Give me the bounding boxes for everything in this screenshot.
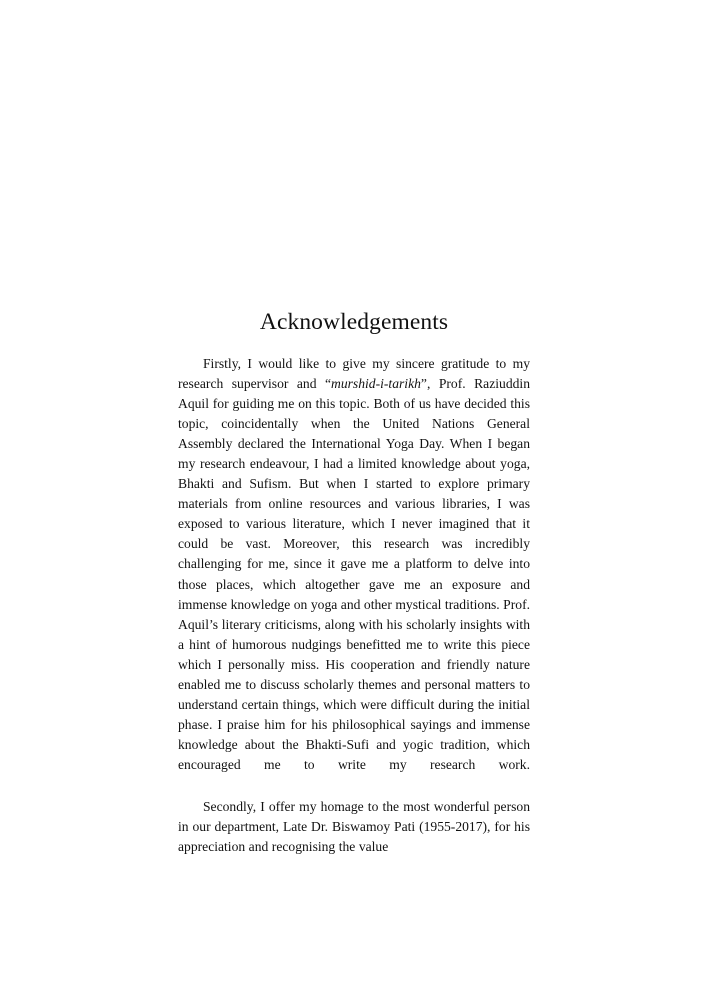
page-text-block [178,308,530,858]
page-title: Acknowledgements [259,309,449,335]
text-run: Firstly, I would like to give my sincere gratitude to my research supervisor and “ [178,356,530,392]
text-run: ”, Prof. Raziuddin Aquil for guiding me on this topic. Both of us have decided this topic, coincidentally when the United Nations General Assembly declared the International Yoga Day. When I began my research endeavour, I had a limited knowledge about yoga, Bhakti and Sufism. But when I started to explore primary materials from online resources and various libraries, I was exposed to various literature, which I never imagined that it could be vast. Moreover, this research was incredibly challenging for me, since it gave me a platform to delve into those places, which altogether gave me an exposure and immense knowledge on yoga and other mystical traditions. Prof. Aquil’s literary criticisms, along with his scholarly insights with a hint of humorous nudgings benefitted me to write this piece which I personally miss. His cooperation and friendly nature enabled me to discuss scholarly themes and personal matters to understand certain things, which were difficult during the initial phase. I praise him for his philosophical sayings and immense knowledge about the Bhakti-Sufi and yogic tradition, which encouraged me to write my research work. [178,376,530,772]
paragraph-firstly [178,354,530,795]
emphasis-term: murshid-i-tarikh [331,376,421,392]
text-run: Secondly, I offer my homage to the most wonderful person in our department, Late Dr. Biswamoy Pati (1955-2017), for his appreciation and recognising the value [178,799,530,855]
paragraph-secondly [178,797,530,857]
